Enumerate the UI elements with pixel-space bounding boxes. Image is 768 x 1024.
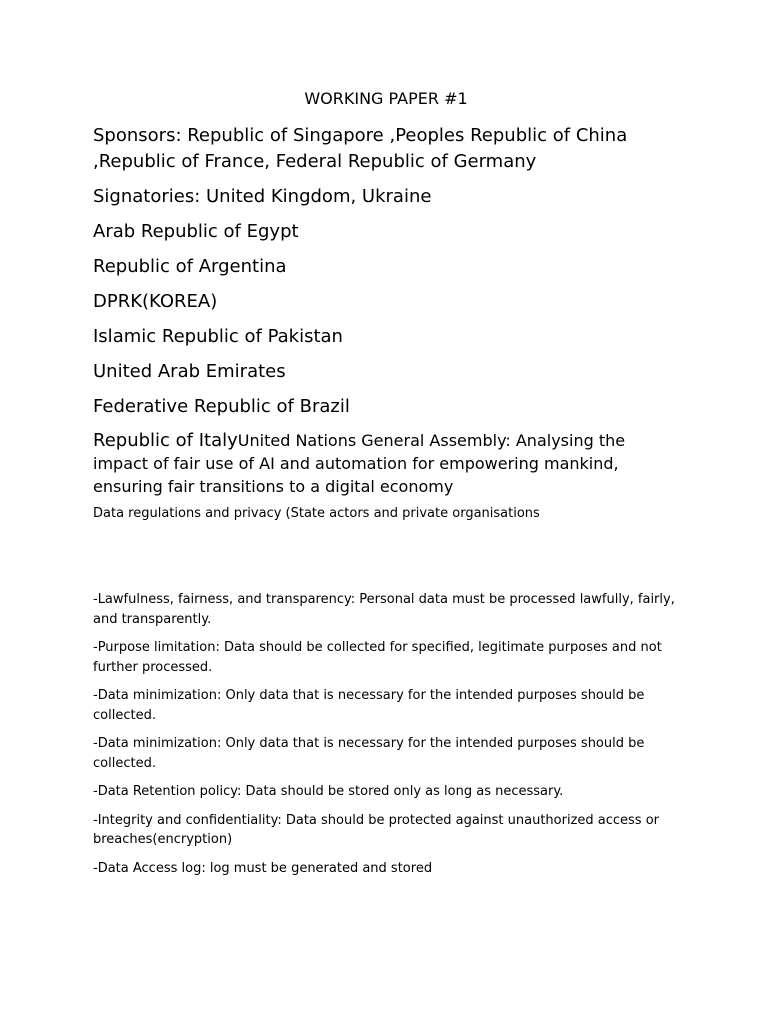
country-line: DPRK(KOREA) <box>93 291 218 312</box>
assembly-topic: United Nations General Assembly: Analysing the impact of fair use of AI and automation for empowering mankind, ensuring fair transitions to a digital economy <box>93 431 626 496</box>
principle-item: -Purpose limitation: Data should be collected for specified, legitimate purposes and not further processed. <box>93 640 662 675</box>
country-line: Republic of Argentina <box>93 256 287 277</box>
country-line: Islamic Republic of Pakistan <box>93 326 343 347</box>
principle-item: -Integrity and confidentiality: Data should be protected against unauthorized access or breaches(encryption) <box>93 812 660 847</box>
principle-item: -Lawfulness, fairness, and transparency: Personal data must be processed lawfully, fairly, and transparently. <box>93 592 675 627</box>
subtopic-line: Data regulations and privacy (State actors and private organisations <box>93 506 540 521</box>
principle-item: -Data minimization: Only data that is necessary for the intended purposes should be collected. <box>93 736 645 771</box>
principle-item: -Data Access log: log must be generated and stored <box>93 860 433 876</box>
country-line: United Arab Emirates <box>93 361 286 382</box>
principle-item: -Data Retention policy: Data should be stored only as long as necessary. <box>93 784 564 799</box>
sponsors-line: Sponsors: Republic of Singapore ,Peoples Republic of China ,Republic of France, Federal Republic of Germany <box>93 125 628 172</box>
country-and-topic-paragraph <box>93 429 683 498</box>
principle-item: -Data minimization: Only data that is necessary for the intended purposes should be collected. <box>93 688 645 723</box>
spacer <box>93 523 683 590</box>
country-line: Republic of Italy <box>93 430 238 451</box>
signatories-line: Signatories: United Kingdom, Ukraine <box>93 186 432 207</box>
document-title: WORKING PAPER #1 <box>304 89 468 108</box>
country-line: Federative Republic of Brazil <box>93 396 350 417</box>
country-line: Arab Republic of Egypt <box>93 221 299 242</box>
document-body <box>93 123 683 887</box>
